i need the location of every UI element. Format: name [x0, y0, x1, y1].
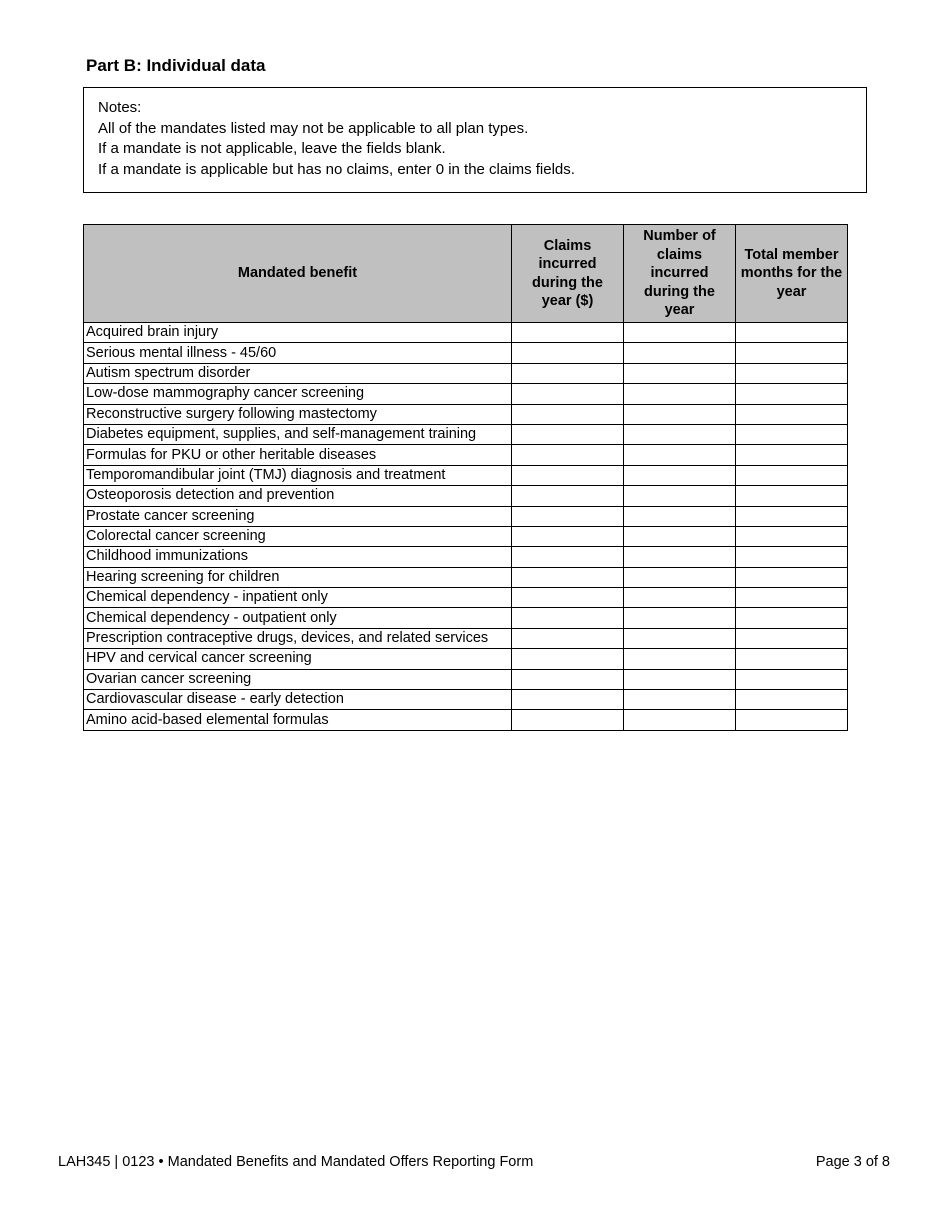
benefit-name: Amino acid-based elemental formulas	[84, 710, 512, 730]
benefit-name: Prescription contraceptive drugs, devices, and related services	[84, 628, 512, 648]
claims-count-field[interactable]	[624, 363, 736, 383]
claims-count-field[interactable]	[624, 669, 736, 689]
table-row	[84, 363, 848, 383]
footer-form-id: LAH345 | 0123 • Mandated Benefits and Mandated Offers Reporting Form	[58, 1154, 534, 1170]
header-mandated-benefit: Mandated benefit	[84, 225, 512, 323]
claims-amount-field[interactable]	[512, 486, 624, 506]
claims-count-field[interactable]	[624, 690, 736, 710]
mandated-benefits-table	[83, 224, 848, 731]
benefit-name: Hearing screening for children	[84, 567, 512, 587]
claims-amount-field[interactable]	[512, 690, 624, 710]
claims-count-field[interactable]	[624, 608, 736, 628]
member-months-field[interactable]	[736, 363, 848, 383]
table-row	[84, 649, 848, 669]
benefit-name: Colorectal cancer screening	[84, 526, 512, 546]
member-months-field[interactable]	[736, 547, 848, 567]
member-months-field[interactable]	[736, 526, 848, 546]
table-row	[84, 628, 848, 648]
benefit-name: Low-dose mammography cancer screening	[84, 384, 512, 404]
benefit-name: Ovarian cancer screening	[84, 669, 512, 689]
member-months-field[interactable]	[736, 588, 848, 608]
claims-amount-field[interactable]	[512, 628, 624, 648]
claims-amount-field[interactable]	[512, 608, 624, 628]
member-months-field[interactable]	[736, 404, 848, 424]
claims-amount-field[interactable]	[512, 404, 624, 424]
member-months-field[interactable]	[736, 323, 848, 343]
benefit-name: Autism spectrum disorder	[84, 363, 512, 383]
member-months-field[interactable]	[736, 445, 848, 465]
member-months-field[interactable]	[736, 343, 848, 363]
claims-amount-field[interactable]	[512, 588, 624, 608]
claims-amount-field[interactable]	[512, 669, 624, 689]
claims-count-field[interactable]	[624, 526, 736, 546]
claims-count-field[interactable]	[624, 710, 736, 730]
member-months-field[interactable]	[736, 486, 848, 506]
section-title: Part B: Individual data	[86, 56, 266, 75]
table-row	[84, 588, 848, 608]
benefit-name: Temporomandibular joint (TMJ) diagnosis and treatment	[84, 465, 512, 485]
benefit-name: Osteoporosis detection and prevention	[84, 486, 512, 506]
table-row	[84, 547, 848, 567]
member-months-field[interactable]	[736, 384, 848, 404]
benefit-name: Reconstructive surgery following mastectomy	[84, 404, 512, 424]
member-months-field[interactable]	[736, 608, 848, 628]
table-row	[84, 343, 848, 363]
claims-amount-field[interactable]	[512, 526, 624, 546]
claims-amount-field[interactable]	[512, 465, 624, 485]
member-months-field[interactable]	[736, 669, 848, 689]
table-row	[84, 445, 848, 465]
table-row	[84, 486, 848, 506]
benefit-name: Chemical dependency - inpatient only	[84, 588, 512, 608]
claims-count-field[interactable]	[624, 445, 736, 465]
member-months-field[interactable]	[736, 710, 848, 730]
benefit-name: Serious mental illness - 45/60	[84, 343, 512, 363]
claims-count-field[interactable]	[624, 465, 736, 485]
footer-page-number: Page 3 of 8	[815, 1154, 890, 1170]
claims-count-field[interactable]	[624, 567, 736, 587]
member-months-field[interactable]	[736, 465, 848, 485]
claims-count-field[interactable]	[624, 323, 736, 343]
benefit-name: Chemical dependency - outpatient only	[84, 608, 512, 628]
member-months-field[interactable]	[736, 649, 848, 669]
table-body	[84, 323, 848, 731]
notes-box	[83, 87, 867, 193]
notes-line: If a mandate is applicable but has no claims, enter 0 in the claims fields.	[98, 160, 575, 178]
member-months-field[interactable]	[736, 506, 848, 526]
table-row	[84, 424, 848, 444]
claims-amount-field[interactable]	[512, 649, 624, 669]
table-row	[84, 690, 848, 710]
claims-count-field[interactable]	[624, 506, 736, 526]
claims-count-field[interactable]	[624, 384, 736, 404]
table-row	[84, 465, 848, 485]
benefit-name: Cardiovascular disease - early detection	[84, 690, 512, 710]
member-months-field[interactable]	[736, 690, 848, 710]
claims-amount-field[interactable]	[512, 384, 624, 404]
claims-amount-field[interactable]	[512, 343, 624, 363]
member-months-field[interactable]	[736, 567, 848, 587]
header-number-of-claims: Number of claims incurred during the year	[624, 225, 736, 323]
table-row	[84, 608, 848, 628]
table-row	[84, 526, 848, 546]
benefit-name: Diabetes equipment, supplies, and self-management training	[84, 424, 512, 444]
table-row	[84, 323, 848, 343]
header-claims-incurred: Claims incurred during the year ($)	[512, 225, 624, 323]
claims-amount-field[interactable]	[512, 445, 624, 465]
notes-line: All of the mandates listed may not be applicable to all plan types.	[98, 119, 529, 137]
benefit-name: Acquired brain injury	[84, 323, 512, 343]
table-row	[84, 567, 848, 587]
claims-amount-field[interactable]	[512, 567, 624, 587]
benefit-name: Prostate cancer screening	[84, 506, 512, 526]
claims-amount-field[interactable]	[512, 323, 624, 343]
claims-count-field[interactable]	[624, 547, 736, 567]
claims-count-field[interactable]	[624, 649, 736, 669]
table-row	[84, 710, 848, 730]
table-row	[84, 404, 848, 424]
claims-count-field[interactable]	[624, 588, 736, 608]
table-row	[84, 669, 848, 689]
member-months-field[interactable]	[736, 628, 848, 648]
table-row	[84, 506, 848, 526]
benefit-name: Formulas for PKU or other heritable diseases	[84, 445, 512, 465]
table-header-row	[84, 225, 848, 323]
claims-count-field[interactable]	[624, 628, 736, 648]
claims-count-field[interactable]	[624, 404, 736, 424]
claims-count-field[interactable]	[624, 343, 736, 363]
notes-line: If a mandate is not applicable, leave the fields blank.	[98, 140, 446, 157]
claims-amount-field[interactable]	[512, 710, 624, 730]
claims-amount-field[interactable]	[512, 363, 624, 383]
claims-amount-field[interactable]	[512, 424, 624, 444]
claims-amount-field[interactable]	[512, 506, 624, 526]
claims-amount-field[interactable]	[512, 547, 624, 567]
member-months-field[interactable]	[736, 424, 848, 444]
notes-heading: Notes:	[98, 99, 142, 116]
claims-count-field[interactable]	[624, 424, 736, 444]
claims-count-field[interactable]	[624, 486, 736, 506]
table-row	[84, 384, 848, 404]
header-member-months: Total member months for the year	[736, 225, 848, 323]
benefit-name: HPV and cervical cancer screening	[84, 649, 512, 669]
benefit-name: Childhood immunizations	[84, 547, 512, 567]
